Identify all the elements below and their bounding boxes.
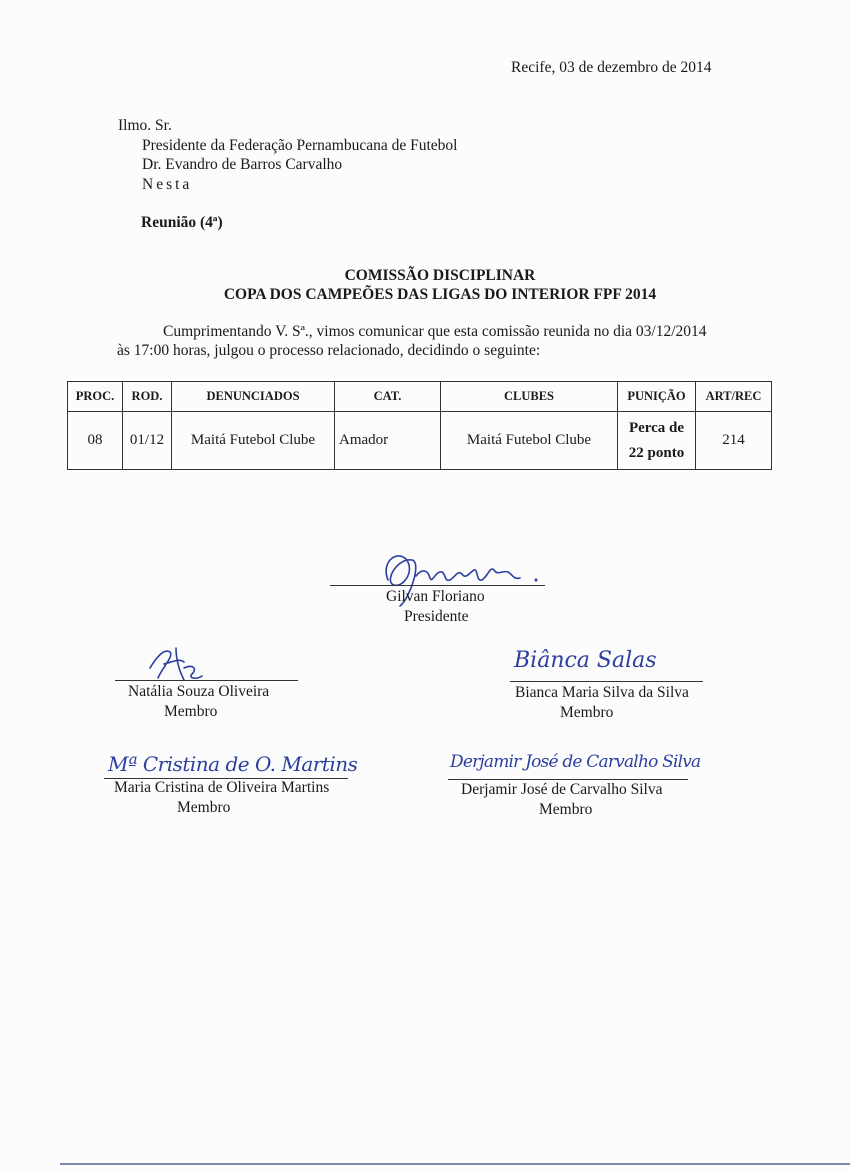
cell-punicao	[618, 412, 696, 470]
document-heading	[0, 266, 850, 304]
president-role: Presidente	[404, 608, 469, 625]
header-art-rec: ART/REC	[696, 382, 772, 412]
president-signature-line	[330, 585, 545, 586]
cell-clubes: Maitá Futebol Clube	[441, 412, 618, 470]
cell-art-rec: 214	[696, 412, 772, 470]
nesta: Nesta	[142, 175, 193, 193]
intro-line-1: Cumprimentando V. Sª., vimos comunicar que esta comissão reunida no dia 03/12/2014	[163, 323, 707, 340]
president-name: Gilvan Floriano	[386, 588, 485, 605]
page-bottom-rule	[60, 1163, 850, 1165]
decision-table	[67, 381, 772, 470]
member4-signature-line	[448, 779, 688, 780]
member2-signature: Biânca Salas	[514, 648, 657, 673]
member4-role: Membro	[539, 801, 593, 818]
cell-rod: 01/12	[123, 412, 172, 470]
member2-role: Membro	[560, 704, 614, 721]
meeting-label: Reunião (4ª)	[141, 214, 223, 231]
table-header-row	[68, 382, 772, 412]
cell-proc: 08	[68, 412, 123, 470]
intro-line-2: às 17:00 horas, julgou o processo relacionado, decidindo o seguinte:	[117, 342, 541, 359]
punicao-line-1: Perca de	[628, 419, 685, 436]
member1-signature-line	[115, 680, 298, 681]
member1-role: Membro	[164, 703, 218, 720]
table-row	[68, 412, 772, 470]
header-cat: CAT.	[335, 382, 441, 412]
header-proc: PROC.	[68, 382, 123, 412]
intro-paragraph	[117, 322, 777, 360]
cell-cat: Amador	[335, 412, 441, 470]
heading-line-2: COPA DOS CAMPEÕES DAS LIGAS DO INTERIOR FPF 2014	[223, 286, 657, 303]
header-rod: ROD.	[123, 382, 172, 412]
address-block	[118, 116, 457, 194]
date-line: Recife, 03 de dezembro de 2014	[511, 59, 712, 76]
recipient-name: Dr. Evandro de Barros Carvalho	[142, 156, 343, 173]
cell-denunciados: Maitá Futebol Clube	[172, 412, 335, 470]
salutation: Ilmo. Sr.	[118, 117, 172, 134]
recipient-title: Presidente da Federação Pernambucana de Futebol	[142, 136, 458, 154]
member1-name: Natália Souza Oliveira	[128, 683, 270, 700]
member4-name: Derjamir José de Carvalho Silva	[461, 781, 663, 798]
member3-role: Membro	[177, 799, 231, 816]
member4-signature: Derjamir José de Carvalho Silva	[450, 752, 701, 772]
member2-name: Bianca Maria Silva da Silva	[515, 684, 689, 701]
header-clubes: CLUBES	[441, 382, 618, 412]
punicao-line-2: 22 ponto	[628, 444, 685, 461]
member2-signature-line	[510, 681, 703, 682]
member3-signature: Mª Cristina de O. Martins	[108, 752, 358, 776]
member3-name: Maria Cristina de Oliveira Martins	[114, 779, 330, 796]
header-denunciados: DENUNCIADOS	[172, 382, 335, 412]
header-punicao: PUNIÇÃO	[618, 382, 696, 412]
heading-line-1: COMISSÃO DISCIPLINAR	[344, 267, 536, 284]
